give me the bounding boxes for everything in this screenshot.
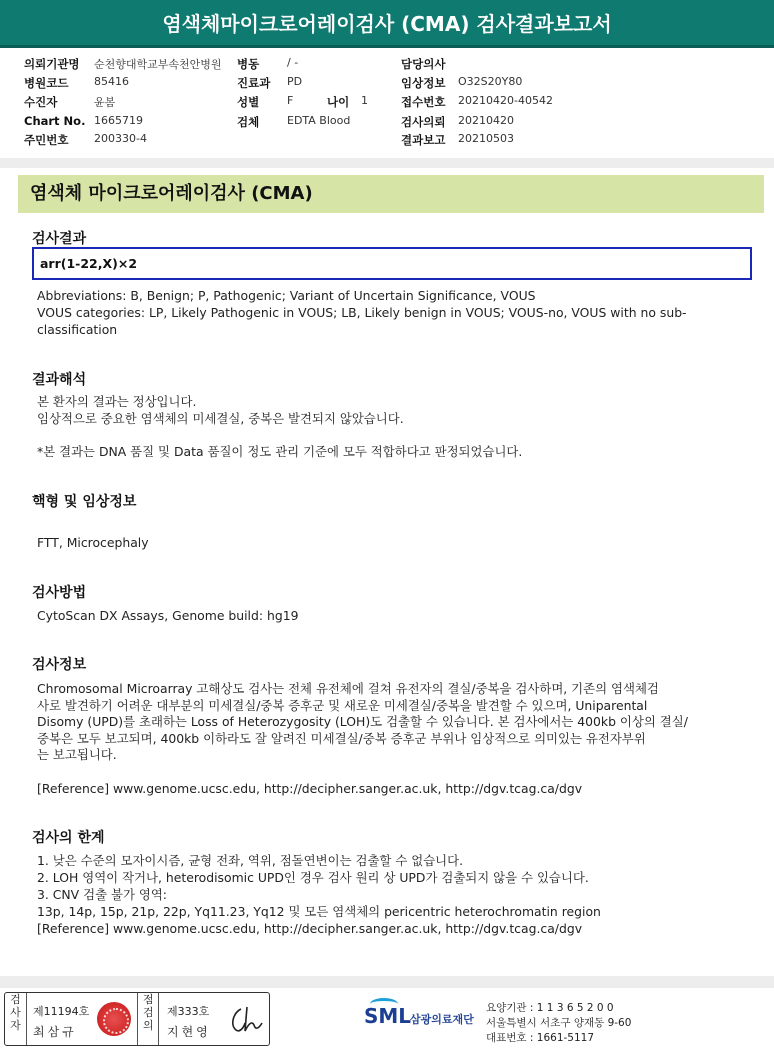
info-value: 200330-4 — [94, 132, 147, 145]
examiner-license: 제11194호 — [33, 1005, 90, 1018]
reviewer-license: 제333호 — [167, 1005, 210, 1018]
limits-heading: 검사의 한계 — [32, 830, 105, 846]
testinfo-text: 사로 발견하기 어려운 대부분의 미세결실/중복 증후군 및 새로운 미세결실/중복을 발견할 수 있으며, Uniparental — [37, 698, 648, 713]
info-value: 순천향대학교부속천안병원 — [94, 58, 222, 71]
info-label: 수진자 — [24, 95, 58, 109]
vous-categories: VOUS categories: LP, Likely Pathogenic in VOUS; LB, Likely benign in VOUS; VOUS-no, VOUS with no sub- — [37, 305, 687, 320]
info-label: 주민번호 — [24, 133, 69, 147]
info-label: 접수번호 — [401, 95, 446, 109]
institution-code: 요양기관 : 1 1 3 6 5 2 0 0 — [486, 1002, 614, 1014]
info-label: 성별 — [237, 95, 260, 109]
info-row — [0, 56, 774, 74]
info-value: / - — [287, 56, 299, 69]
limits-text: 1. 낮은 수준의 모자이시즘, 균형 전좌, 역위, 점돌연변이는 검출할 수 없습니다. — [37, 853, 464, 868]
info-label: 담당의사 — [401, 57, 446, 71]
info-value: O32S20Y80 — [458, 75, 523, 88]
info-value: F — [287, 94, 294, 107]
method-text: CytoScan DX Assays, Genome build: hg19 — [37, 608, 299, 623]
vous-categories-cont: classification — [37, 322, 118, 337]
testinfo-text: 중복은 모두 보고되며, 400kb 이하라도 잘 알려진 미세결실/중복 증후군 부위나 임상적으로 의미있는 유전자부위 — [37, 731, 646, 746]
info-value: 20210503 — [458, 132, 514, 145]
logo-text: SML — [364, 1004, 412, 1028]
reviewer-name: 지현영 — [167, 1025, 211, 1039]
info-label: 검체 — [237, 115, 260, 129]
info-row — [0, 75, 774, 93]
info-label: 임상정보 — [401, 76, 446, 90]
examiner-seal-icon — [97, 1002, 131, 1036]
divider — [0, 158, 774, 168]
interpretation-text: 본 환자의 결과는 정상입니다. — [37, 394, 197, 409]
info-label: 병동 — [237, 57, 260, 71]
info-label: 병원코드 — [24, 76, 69, 90]
testinfo-heading: 검사정보 — [32, 657, 87, 673]
patient-info — [0, 52, 774, 152]
phone: 대표번호 : 1661-5117 — [486, 1032, 595, 1044]
karyotype-heading: 핵형 및 임상정보 — [32, 494, 137, 510]
examiner-name: 최삼규 — [33, 1025, 77, 1039]
reviewer-signature-icon — [227, 1003, 265, 1037]
interpretation-heading: 결과해석 — [32, 372, 87, 388]
result-heading: 검사결과 — [32, 231, 87, 247]
divider — [0, 976, 774, 988]
info-value: 20210420-40542 — [458, 94, 553, 107]
address: 서울특별시 서초구 양재동 9-60 — [486, 1017, 632, 1029]
info-value: 1 — [361, 94, 368, 107]
info-row — [0, 94, 774, 112]
abbreviations: Abbreviations: B, Benign; P, Pathogenic; Variant of Uncertain Significance, VOUS — [37, 288, 536, 303]
info-row — [0, 132, 774, 150]
info-value: 윤봄 — [94, 96, 116, 109]
testinfo-text: 는 보고됩니다. — [37, 747, 117, 762]
result-value: arr(1-22,X)×2 — [32, 247, 752, 280]
info-value: 85416 — [94, 75, 129, 88]
info-value: 20210420 — [458, 114, 514, 127]
section-title: 염색체 마이크로어레이검사 (CMA) — [18, 175, 764, 213]
limits-text: 13p, 14p, 15p, 21p, 22p, Yq11.23, Yq12 및 모든 염색체의 pericentric heterochromatin region — [37, 904, 601, 919]
info-label: 검사의뢰 — [401, 115, 446, 129]
info-value: 1665719 — [94, 114, 143, 127]
limits-text: 3. CNV 검출 불가 영역: — [37, 887, 167, 902]
info-label: 진료과 — [237, 76, 271, 90]
testinfo-text: Disomy (UPD)를 초래하는 Loss of Heterozygosity (LOH)도 검출할 수 있습니다. 본 검사에서는 400kb 이상의 결실/ — [37, 714, 688, 729]
info-label: 결과보고 — [401, 133, 446, 147]
info-value: PD — [287, 75, 303, 88]
limits-reference: [Reference] www.genome.ucsc.edu, http://decipher.sanger.ac.uk, http://dgv.tcag.ca/dgv — [37, 921, 583, 936]
quality-note: *본 결과는 DNA 품질 및 Data 품질이 정도 관리 기준에 모두 적합하다고 판정되었습니다. — [37, 444, 523, 459]
company-logo — [364, 998, 484, 1044]
clinical-info: FTT, Microcephaly — [37, 535, 149, 550]
info-row — [0, 114, 774, 132]
method-heading: 검사방법 — [32, 585, 87, 601]
report-title: 염색체마이크로어레이검사 (CMA) 검사결과보고서 — [0, 0, 774, 48]
examiner-label: 검사자 — [5, 993, 27, 1045]
company-name: 삼광의료재단 — [410, 1013, 474, 1026]
interpretation-text: 임상적으로 중요한 염색체의 미세결실, 중복은 발견되지 않았습니다. — [37, 411, 404, 426]
info-label: Chart No. — [24, 114, 86, 128]
info-label: 나이 — [327, 95, 350, 109]
info-value: EDTA Blood — [287, 114, 351, 127]
signature-box — [4, 992, 270, 1046]
limits-text: 2. LOH 영역이 작거나, heterodisomic UPD인 경우 검사 원리 상 UPD가 검출되지 않을 수 있습니다. — [37, 870, 589, 885]
info-label: 의뢰기관명 — [24, 57, 80, 71]
testinfo-text: Chromosomal Microarray 고해상도 검사는 전체 유전체에 걸쳐 유전자의 결실/중복을 검사하며, 기존의 염색체검 — [37, 681, 659, 696]
reviewer-label: 점검의 — [137, 993, 159, 1045]
testinfo-reference: [Reference] www.genome.ucsc.edu, http://decipher.sanger.ac.uk, http://dgv.tcag.ca/dgv — [37, 781, 583, 796]
